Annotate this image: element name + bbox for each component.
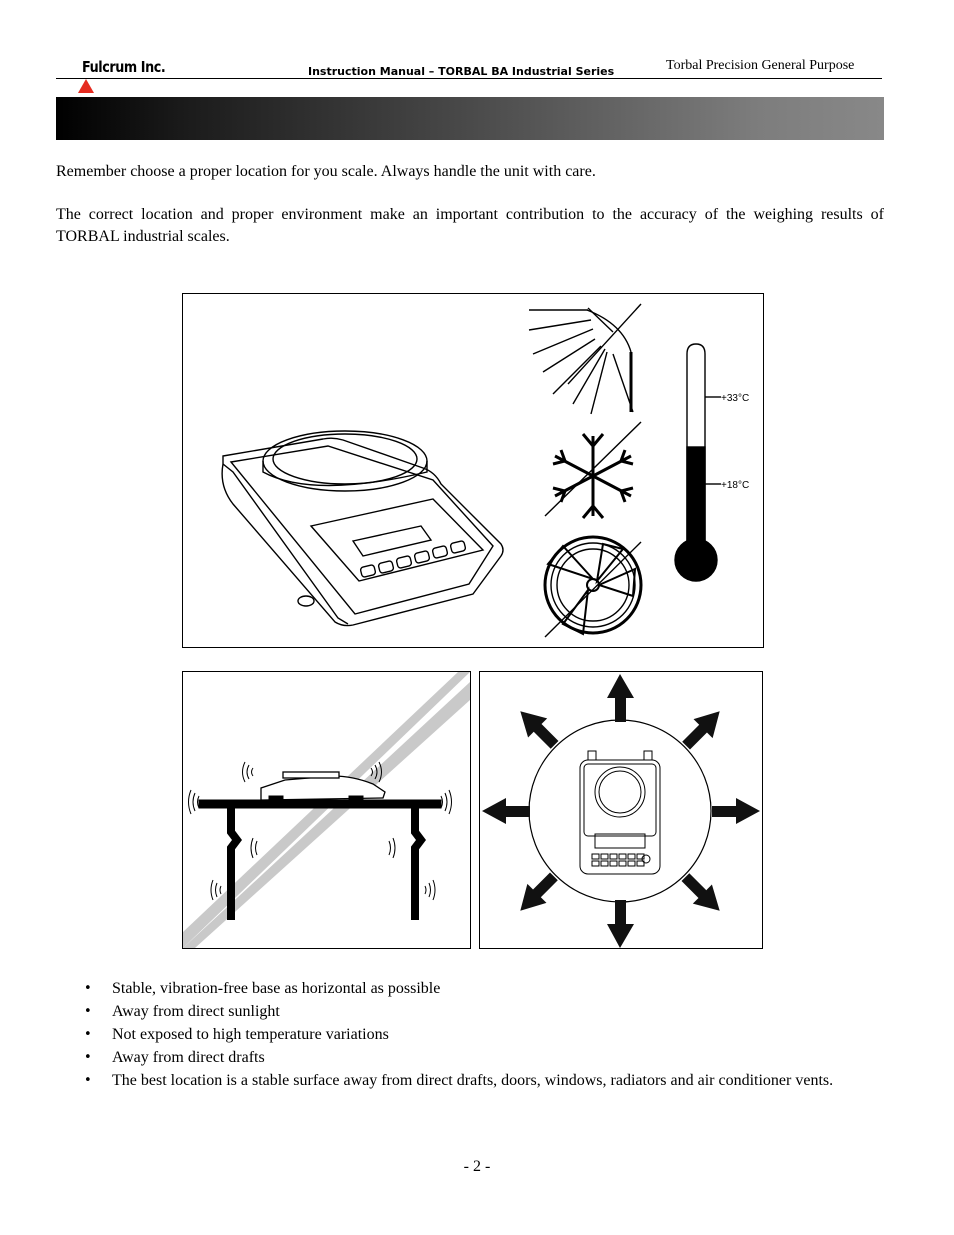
list-item: • Stable, vibration-free base as horizontal as possible [56, 977, 884, 1000]
vibrating-table-illustration [183, 672, 470, 948]
manual-title: Instruction Manual – TORBAL BA Industrial Series [308, 65, 615, 78]
clearance-arrows-figure [479, 671, 763, 949]
vibration-table-figure [182, 671, 471, 949]
list-item: • Away from direct sunlight [56, 1000, 884, 1023]
company-logo: Fulcrum Inc. [82, 58, 166, 76]
scale-illustration [183, 294, 763, 647]
header-subtitle: Torbal Precision General Purpose [666, 58, 855, 73]
location-guidelines-list [56, 977, 884, 1092]
thermo-high-label: +33°C [721, 393, 750, 404]
thermo-low-label: +18°C [721, 480, 750, 491]
arrows-illustration [480, 672, 762, 948]
intro-paragraph: Remember choose a proper location for you scale. Always handle the unit with care. [56, 163, 596, 180]
location-conditions-figure [182, 293, 764, 648]
logo-triangle-icon [78, 79, 94, 93]
header-divider [56, 78, 882, 79]
list-item: • Away from direct drafts [56, 1046, 884, 1069]
section-banner [56, 97, 884, 140]
list-item: • Not exposed to high temperature variations [56, 1023, 884, 1046]
page-number: - 2 - [463, 1158, 491, 1175]
environment-paragraph: The correct location and proper environment make an important contribution to the accuracy of the weighing results of TORBAL industrial scales. [56, 206, 884, 245]
list-item: • The best location is a stable surface away from direct drafts, doors, windows, radiators and air conditioner vents. [56, 1069, 884, 1092]
